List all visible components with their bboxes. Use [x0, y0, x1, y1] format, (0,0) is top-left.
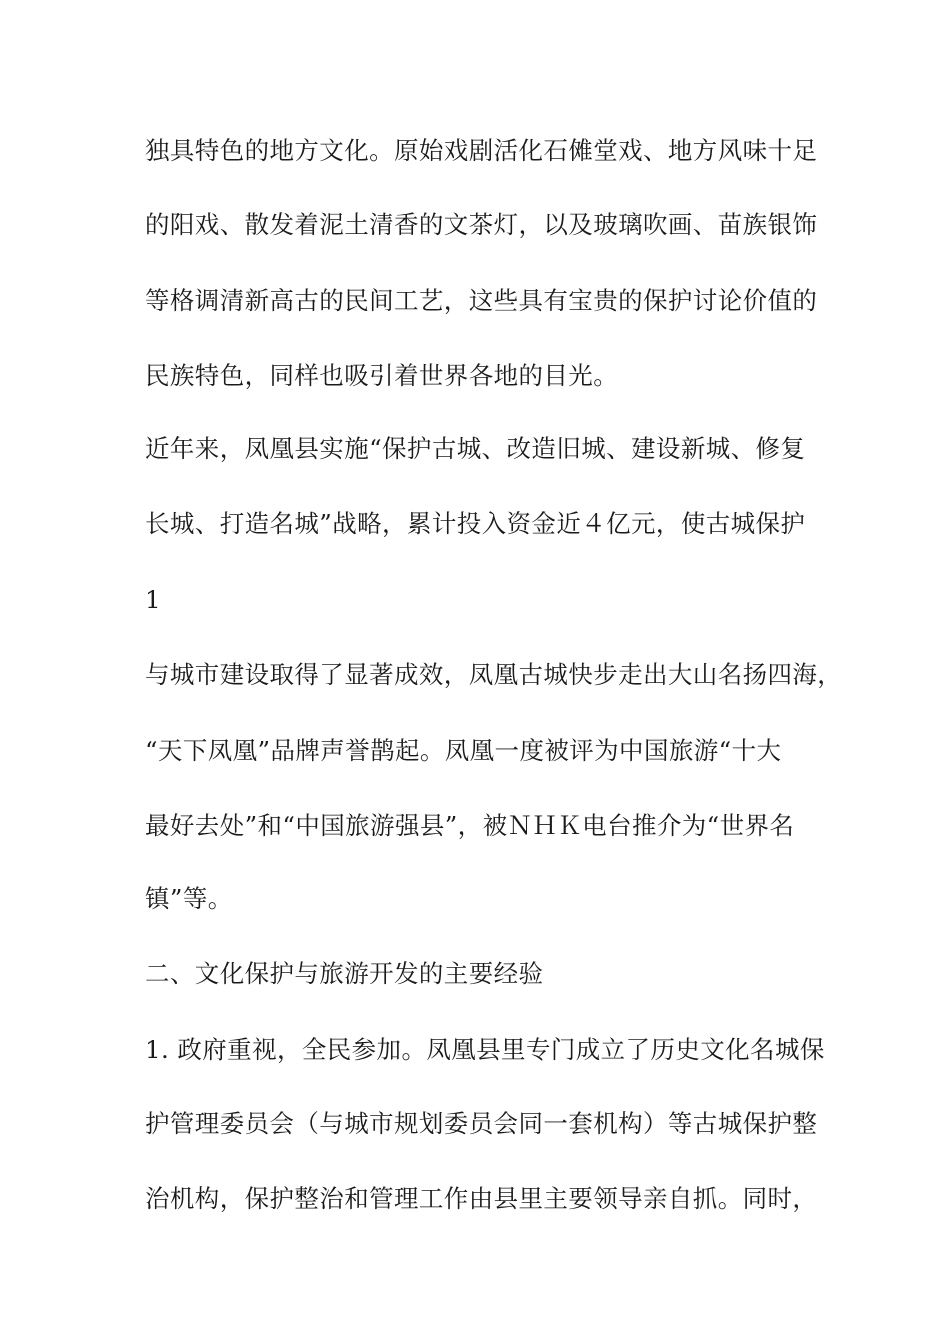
paragraph-line: “天下凤凰”品牌声誉鹊起。凤凰一度被评为中国旅游“十大 [145, 736, 782, 765]
paragraph-line: 的阳戏、散发着泥土清香的文茶灯，以及玻璃吹画、苗族银饰 [145, 210, 818, 239]
paragraph-line: 镇”等。 [145, 884, 233, 913]
paragraph-line: 长城、打造名城”战略，累计投入资金近４亿元，使古城保护 [145, 509, 806, 538]
section-heading: 二、文化保护与旅游开发的主要经验 [145, 959, 544, 988]
paragraph-line: 1. 政府重视，全民参加。凤凰县里专门成立了历史文化名城保 [145, 1035, 825, 1064]
paragraph-line: 等格调清新高古的民间工艺，这些具有宝贵的保护讨论价值的 [145, 286, 818, 315]
paragraph-line: 与城市建设取得了显著成效，凤凰古城快步走出大山名扬四海， [145, 660, 843, 689]
paragraph-line: 最好去处”和“中国旅游强县”，被ＮＨＫ电台推介为“世界名 [145, 811, 795, 840]
paragraph-line: 独具特色的地方文化。原始戏剧活化石傩堂戏、地方风味十足 [145, 136, 818, 165]
paragraph-line: 治机构，保护整治和管理工作由县里主要领导亲自抓。同时， [145, 1184, 818, 1213]
paragraph-line: 护管理委员会（与城市规划委员会同一套机构）等古城保护整 [145, 1109, 818, 1138]
paragraph-line: 民族特色，同样也吸引着世界各地的目光。 [145, 361, 619, 390]
page-number: 1 [145, 585, 161, 614]
paragraph-line: 近年来，凤凰县实施“保护古城、改造旧城、建设新城、修复 [145, 434, 806, 463]
